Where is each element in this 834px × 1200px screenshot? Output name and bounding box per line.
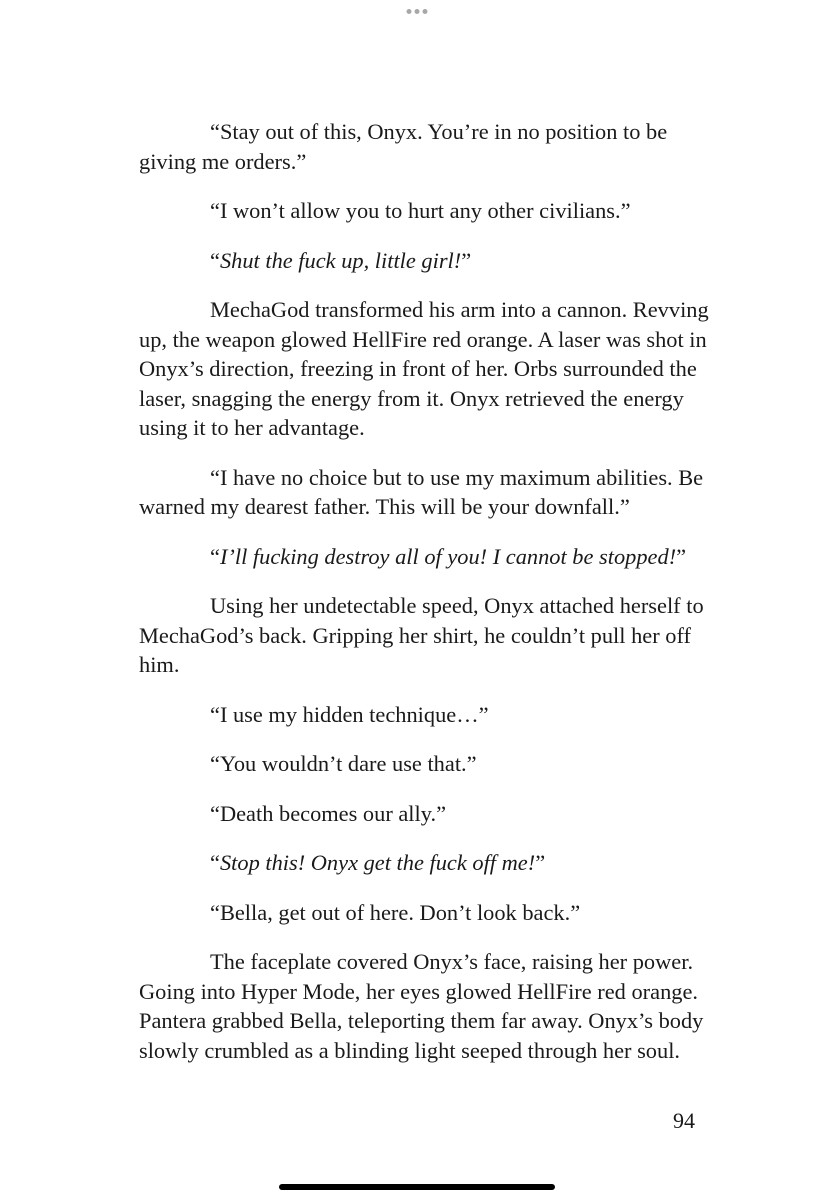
paragraph: “I use my hidden technique…” [210, 701, 489, 727]
dot [407, 9, 412, 14]
more-dots-icon[interactable] [407, 9, 428, 14]
paragraph: “I have no choice but to use my maximum abilities. Be warned my dearest father. This will be your downfall.” [139, 464, 704, 519]
paragraph: MechaGod transformed his arm into a cannon. Revving up, the weapon glowed HellFire red orange. A laser was shot in Onyx’s direction, freezing in front of her. Orbs surrounded the laser, snagging the energy from it. Onyx retrieved the energy using it to her advantage. [139, 297, 709, 440]
paragraph [139, 246, 709, 276]
paragraph: “Death becomes our ally.” [210, 800, 447, 826]
paragraph [139, 542, 709, 572]
close-quote: ” [535, 850, 546, 875]
paragraph: The faceplate covered Onyx’s face, raising her power. Going into Hyper Mode, her eyes glowed HellFire red orange. Pantera grabbed Bella, teleporting them far away. Onyx’s body slowly crumbled as a blinding light seeped through her soul. [139, 949, 704, 1063]
page-body [139, 117, 709, 1085]
paragraph: Using her undetectable speed, Onyx attached herself to MechaGod’s back. Gripping her shirt, he couldn’t pull her off him. [139, 593, 704, 677]
page-number: 94 [673, 1108, 695, 1133]
dot [423, 9, 428, 14]
home-indicator[interactable] [279, 1184, 555, 1190]
paragraph: “I won’t allow you to hurt any other civilians.” [210, 198, 631, 223]
close-quote: ” [676, 543, 687, 569]
paragraph: “You wouldn’t dare use that.” [210, 751, 477, 776]
open-quote: “ [210, 247, 220, 273]
italic-dialogue: Shut the fuck up, little girl! [219, 247, 462, 273]
paragraph [139, 848, 709, 878]
dot [415, 9, 420, 14]
italic-dialogue: I’ll fucking destroy all of you! I cannot be stopped! [219, 543, 677, 569]
close-quote: ” [461, 247, 472, 273]
italic-dialogue: Stop this! Onyx get the fuck off me! [219, 850, 536, 875]
open-quote: “ [210, 850, 220, 875]
paragraph: “Bella, get out of here. Don’t look back.” [210, 899, 581, 925]
open-quote: “ [210, 543, 220, 569]
paragraph: “Stay out of this, Onyx. You’re in no position to be giving me orders.” [139, 119, 668, 174]
